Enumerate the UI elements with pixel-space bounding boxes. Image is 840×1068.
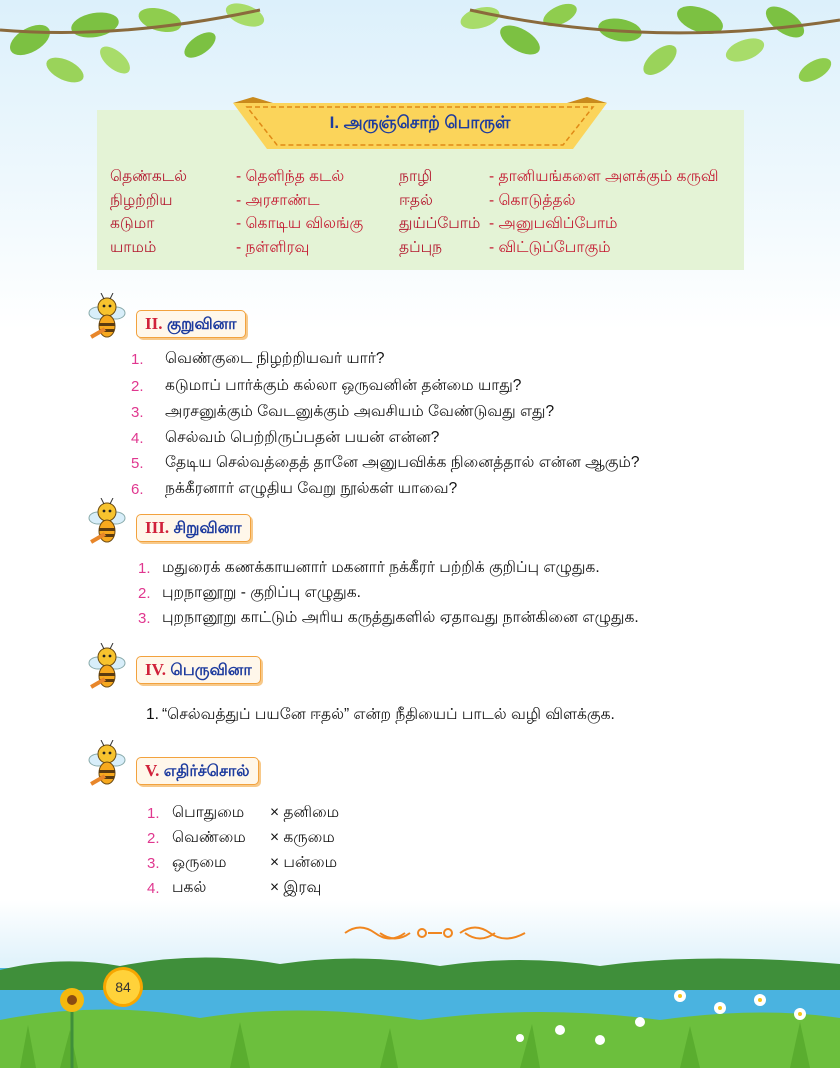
glossary-word: துய்ப்போம் bbox=[399, 215, 481, 232]
section-title: சிறுவினா bbox=[173, 520, 242, 537]
question-number: 2. bbox=[131, 378, 144, 395]
question-text: புறநானூறு - குறிப்பு எழுதுக. bbox=[162, 584, 361, 601]
question-number: 3. bbox=[131, 404, 144, 421]
antonym-opposite: × தனிமை bbox=[270, 804, 340, 821]
antonym-word: பகல் bbox=[172, 879, 207, 896]
question-text: புறநானூறு காட்டும் அரிய கருத்துகளில் ஏதாவது நான்கினை எழுதுக. bbox=[162, 609, 639, 626]
question-text: நக்கீரனார் எழுதிய வேறு நூல்கள் யாவை? bbox=[165, 480, 458, 497]
glossary-word: தெண்கடல் bbox=[110, 168, 188, 185]
section-title: குறுவினா bbox=[166, 316, 237, 333]
question-text: வெண்குடை நிழற்றியவர் யார்? bbox=[165, 350, 385, 367]
question-text: மதுரைக் கணக்காயனார் மகனார் நக்கீரர் பற்றிக் குறிப்பு எழுதுக. bbox=[162, 559, 600, 576]
bee-icon bbox=[86, 643, 130, 693]
question-text: “செல்வத்துப் பயனே ஈதல்” என்ற நீதியைப் பாடல் வழி விளக்குக. bbox=[162, 706, 615, 723]
bee-icon bbox=[86, 740, 130, 790]
antonym-number: 2. bbox=[147, 830, 160, 847]
antonym-word: வெண்மை bbox=[172, 829, 246, 846]
glossary-meaning: - கொடிய விலங்கு bbox=[236, 215, 364, 232]
glossary-word: தப்புந bbox=[399, 239, 443, 256]
glossary-word: யாமம் bbox=[110, 239, 157, 256]
glossary-title: I. அருஞ்சொற் பொருள் bbox=[329, 113, 511, 132]
glossary-word: நாழி bbox=[399, 168, 433, 185]
glossary-word: கடுமா bbox=[110, 215, 155, 232]
glossary-meaning: - விட்டுப்போகும் bbox=[489, 239, 611, 256]
bee-icon bbox=[86, 498, 130, 548]
glossary-word: ஈதல் bbox=[399, 192, 433, 209]
glossary-meaning: - கொடுத்தல் bbox=[489, 192, 576, 209]
antonym-opposite: × பன்மை bbox=[270, 854, 338, 871]
antonym-word: ஒருமை bbox=[172, 854, 227, 871]
antonym-opposite: × கருமை bbox=[270, 829, 335, 846]
antonym-number: 3. bbox=[147, 855, 160, 872]
long-question-header bbox=[136, 656, 261, 684]
antonym-number: 1. bbox=[147, 805, 160, 822]
question-number: 1. bbox=[138, 560, 151, 577]
glossary-meaning: - அனுபவிப்போம் bbox=[489, 215, 618, 232]
section-number: V. bbox=[145, 761, 160, 780]
section-number: II. bbox=[145, 314, 163, 333]
question-number: 1. bbox=[146, 706, 159, 723]
antonym-number: 4. bbox=[147, 880, 160, 897]
question-number: 4. bbox=[131, 430, 144, 447]
question-number: 2. bbox=[138, 585, 151, 602]
antonym-header bbox=[136, 757, 259, 785]
short-question-header bbox=[136, 310, 246, 338]
question-text: தேடிய செல்வத்தைத் தானே அனுபவிக்க நினைத்தால் என்ன ஆகும்? bbox=[165, 454, 640, 471]
question-text: செல்வம் பெற்றிருப்பதன் பயன் என்ன? bbox=[165, 429, 440, 446]
question-number: 3. bbox=[138, 610, 151, 627]
section-number: III. bbox=[145, 518, 170, 537]
antonym-opposite: × இரவு bbox=[270, 879, 322, 896]
glossary-meaning: - தானியங்களை அளக்கும் கருவி bbox=[489, 168, 719, 185]
glossary-meaning: - நள்ளிரவு bbox=[236, 239, 310, 256]
glossary-meaning: - தெளிந்த கடல் bbox=[236, 168, 345, 185]
section-number: IV. bbox=[145, 660, 166, 679]
antonym-word: பொதுமை bbox=[172, 804, 245, 821]
section-title: எதிர்ச்சொல் bbox=[163, 763, 250, 780]
glossary-meaning: - அரசாண்ட bbox=[236, 192, 320, 209]
question-text: அரசனுக்கும் வேடனுக்கும் அவசியம் வேண்டுவது எது? bbox=[165, 403, 555, 420]
question-number: 1. bbox=[131, 351, 144, 368]
small-question-header bbox=[136, 514, 251, 542]
glossary-word: நிழற்றிய bbox=[110, 192, 173, 209]
question-text: கடுமாப் பார்க்கும் கல்லா ஒருவனின் தன்மை யாது? bbox=[165, 377, 522, 394]
section-title: பெருவினா bbox=[170, 662, 252, 679]
question-number: 6. bbox=[131, 481, 144, 498]
bee-icon bbox=[86, 293, 130, 343]
question-number: 5. bbox=[131, 455, 144, 472]
page-number: 84 bbox=[106, 970, 140, 1004]
